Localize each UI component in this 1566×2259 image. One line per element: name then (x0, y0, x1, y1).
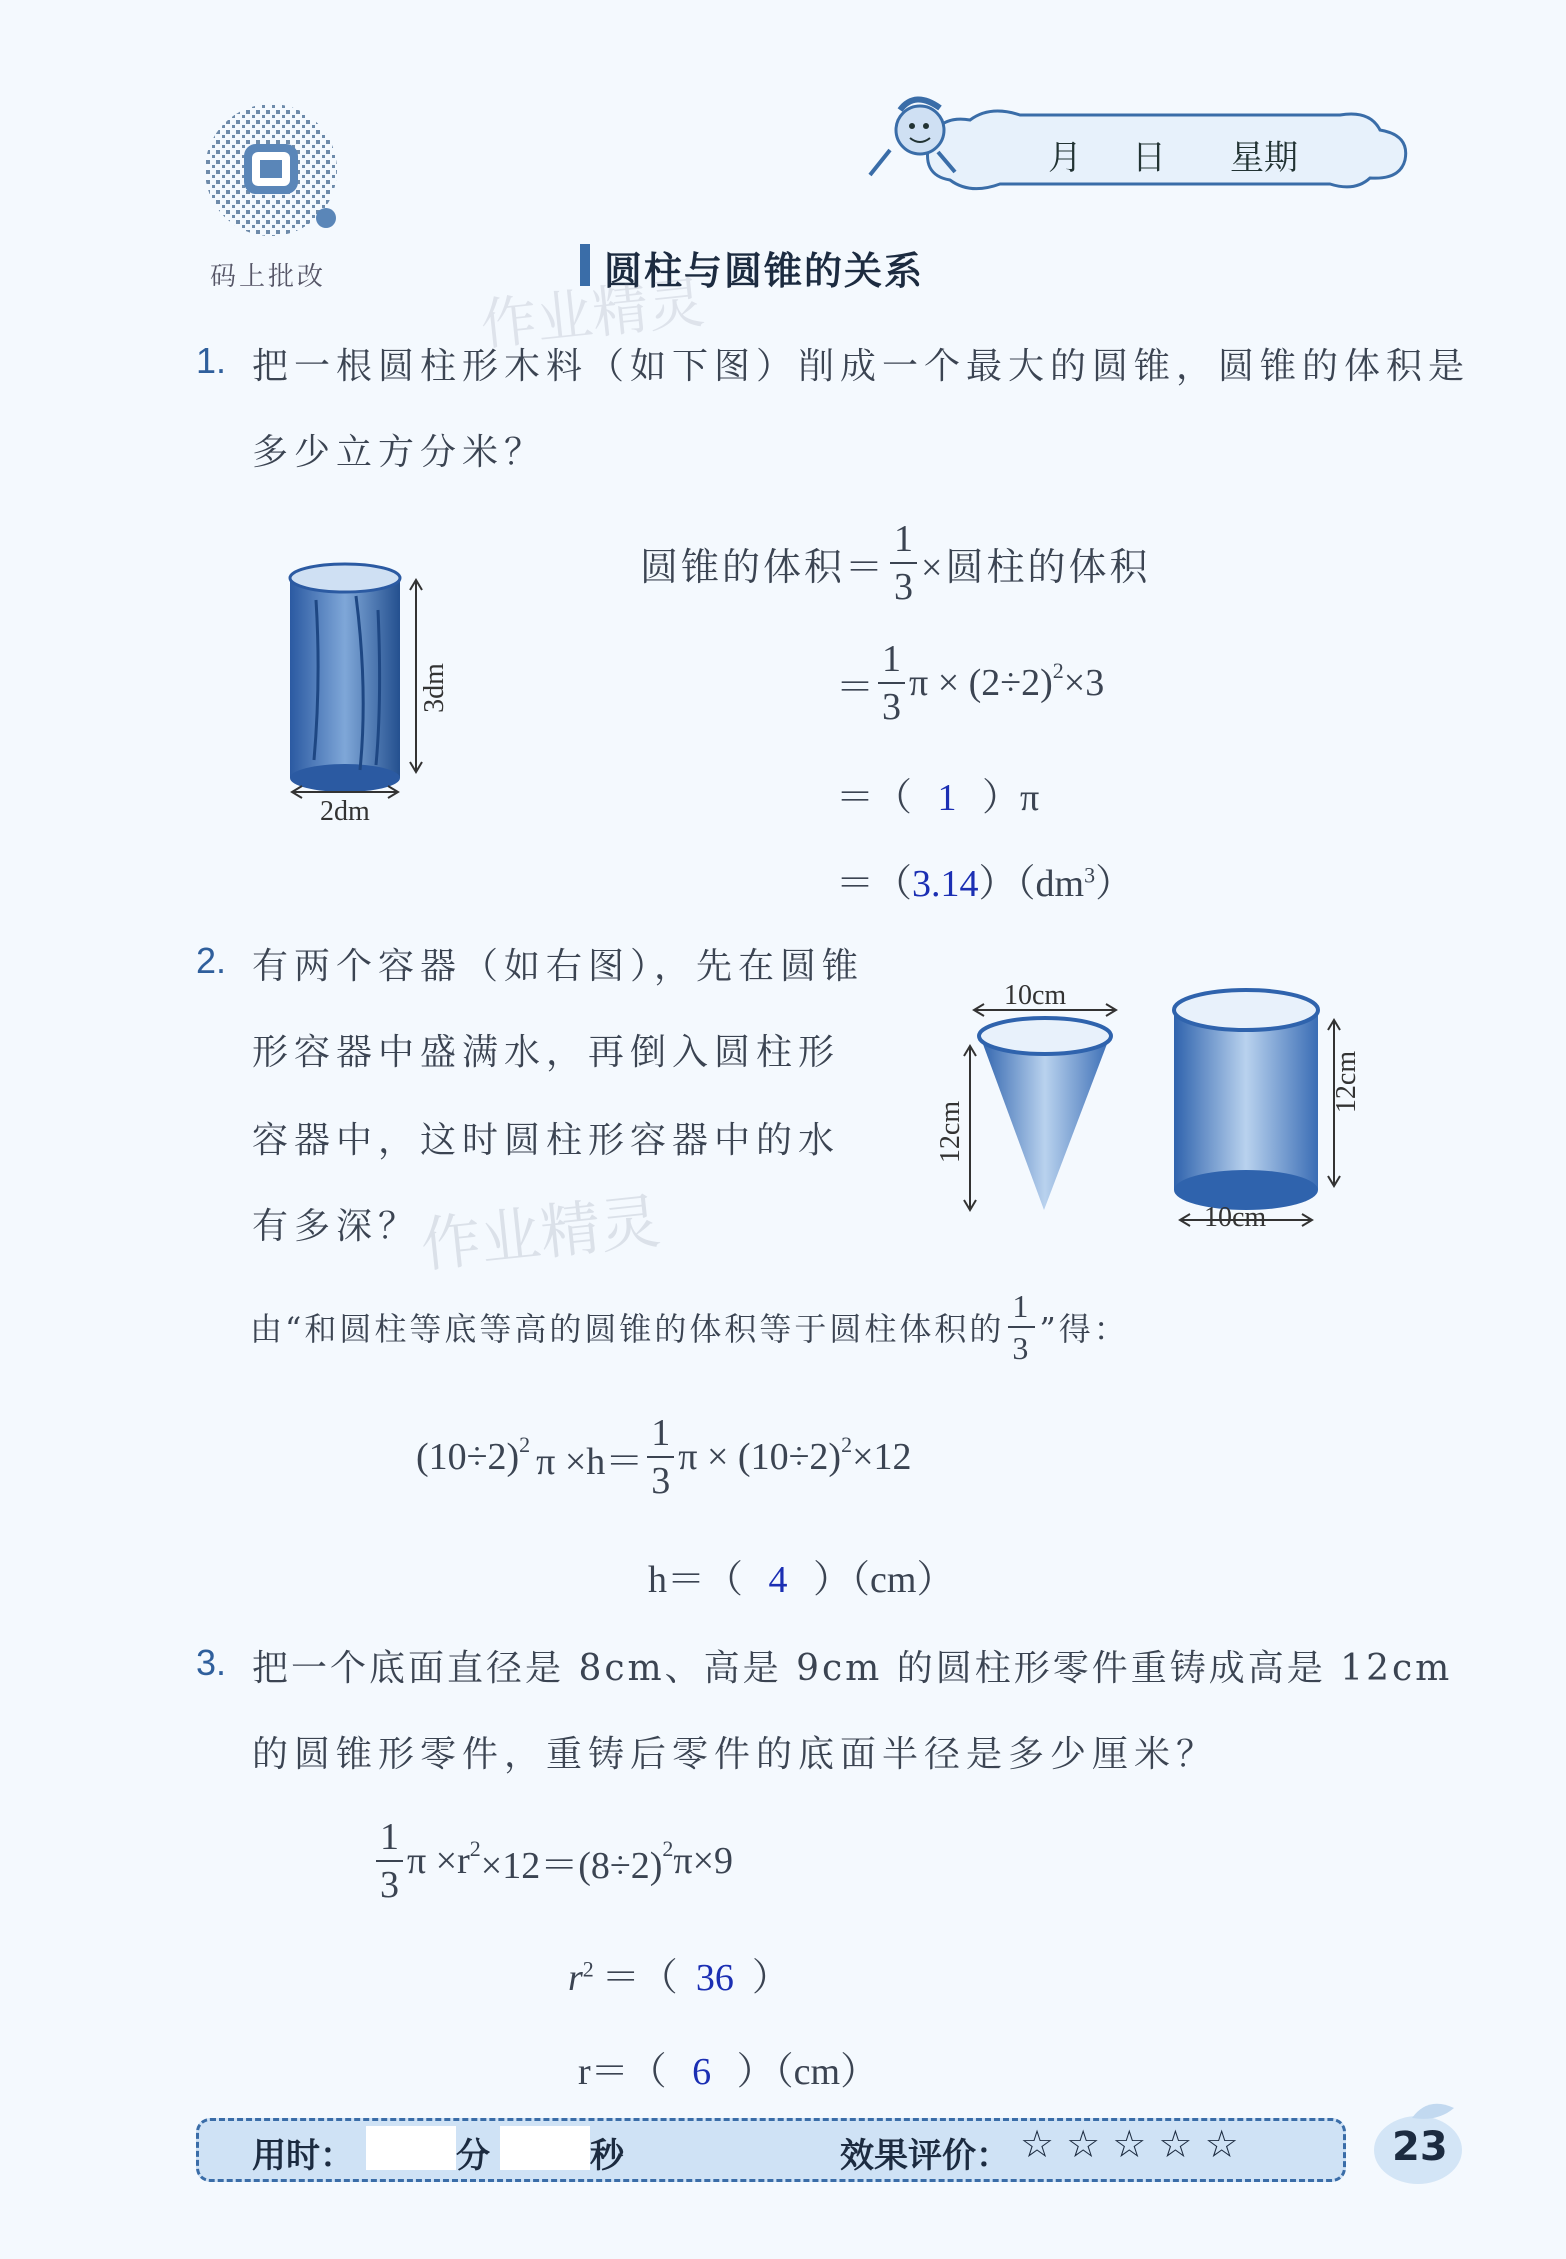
q3-line2: 的圆锥形零件，重铸后零件的底面半径是多少厘米？ (252, 1734, 1219, 1775)
q2-answer-depth: 4 (768, 1559, 788, 1601)
seconds-input[interactable] (500, 2126, 590, 2170)
minutes-input[interactable] (366, 2126, 456, 2170)
time-label: 用时： (252, 2136, 354, 2176)
q2-cyl-bottom-label: 10cm (1204, 1202, 1267, 1233)
q3-equation: $\frac{1}{3}$ π ×r $^2$ ×12＝(8÷2) $^2$ π×9 (372, 1818, 733, 1904)
date-weekday: 星期 (1230, 138, 1298, 178)
watermark-top: 作业精灵 (477, 270, 708, 359)
q2-cone-top-label: 10cm (1004, 980, 1067, 1011)
date-day: 日 (1132, 138, 1166, 178)
q2-line3: 容器中，这时圆柱形容器中的水 (252, 1120, 841, 1161)
q3-r-squared: $r^2$ ＝（ 36 ） (568, 1956, 790, 1999)
q3-answer-r: 6 (692, 2051, 712, 2093)
q2-line2: 形容器中盛满水，再倒入圆柱形 (252, 1032, 841, 1073)
date-month: 月 (1048, 138, 1082, 178)
q1-step2: ＝ $\frac{1}{3}$ π × (2÷2) $^2$ ×3 (836, 638, 1105, 728)
q2-cone-height-label: 12cm (935, 1100, 967, 1164)
q2-containers-figure (930, 980, 1370, 1230)
q1-step1-left: 圆锥的体积＝ (640, 546, 887, 589)
q2-number: 2. (196, 940, 227, 981)
rating-label: 效果评价： (840, 2136, 1010, 2176)
q1-step3: ＝（ 1 ）π (836, 777, 1040, 819)
watermark-mid: 作业精灵 (417, 1186, 664, 1282)
section-title: 圆柱与圆锥的关系 (604, 249, 925, 293)
seconds-label: 秒 (590, 2136, 624, 2176)
q1-answer-volume: 3.14 (912, 863, 979, 905)
q2-answer-line: h＝（ 4 ）（cm） (648, 1559, 955, 1601)
q3-line1: 把一个底面直径是 8cm、高是 9cm 的圆柱形零件重铸成高是 12cm (252, 1648, 1453, 1689)
q2-equation: (10÷2) $^2$ π ×h＝ $\frac{1}{3}$ π × (10÷2) $^2$ ×12 (416, 1412, 912, 1502)
qr-caption: 码上批改 (210, 262, 327, 292)
q1-width-label: 2dm (320, 796, 370, 827)
q1-height-label: 3dm (418, 663, 450, 713)
q1-step4: $=(3.14)(dm^3)$ (836, 862, 1134, 905)
q1-fraction: $\frac{1}{3}$ (890, 520, 917, 606)
q2-cyl-height-label: 12cm (1331, 1050, 1363, 1114)
q1-number: 1. (196, 340, 227, 381)
q1-line1: 把一根圆柱形木料（如下图）削成一个最大的圆锥，圆锥的体积是 (252, 346, 1471, 387)
q2-reason: 由“和圆柱等底等高的圆锥的体积等于圆柱体积的 $\frac{1}{3}$ ”得： (250, 1288, 1129, 1366)
page-number: 23 (1392, 2124, 1448, 2170)
qr-code[interactable] (196, 100, 346, 240)
minutes-label: 分 (456, 2136, 490, 2176)
q3-answer-r2: 36 (695, 1957, 734, 1999)
q1-step1-right: ×圆柱的体积 (921, 546, 1151, 589)
q2-line4: 有多深？ (252, 1206, 421, 1247)
q3-number: 3. (196, 1642, 227, 1683)
q1-step1 (640, 520, 1150, 606)
q1-answer-coef: 1 (937, 777, 957, 819)
q3-r: r＝（ 6 ）（cm） (578, 2051, 879, 2093)
rating-stars[interactable]: ☆ ☆ ☆ ☆ ☆ (1020, 2122, 1239, 2166)
q2-line1: 有两个容器（如右图），先在圆锥 (252, 946, 865, 987)
q1-line2: 多少立方分米？ (252, 432, 547, 473)
